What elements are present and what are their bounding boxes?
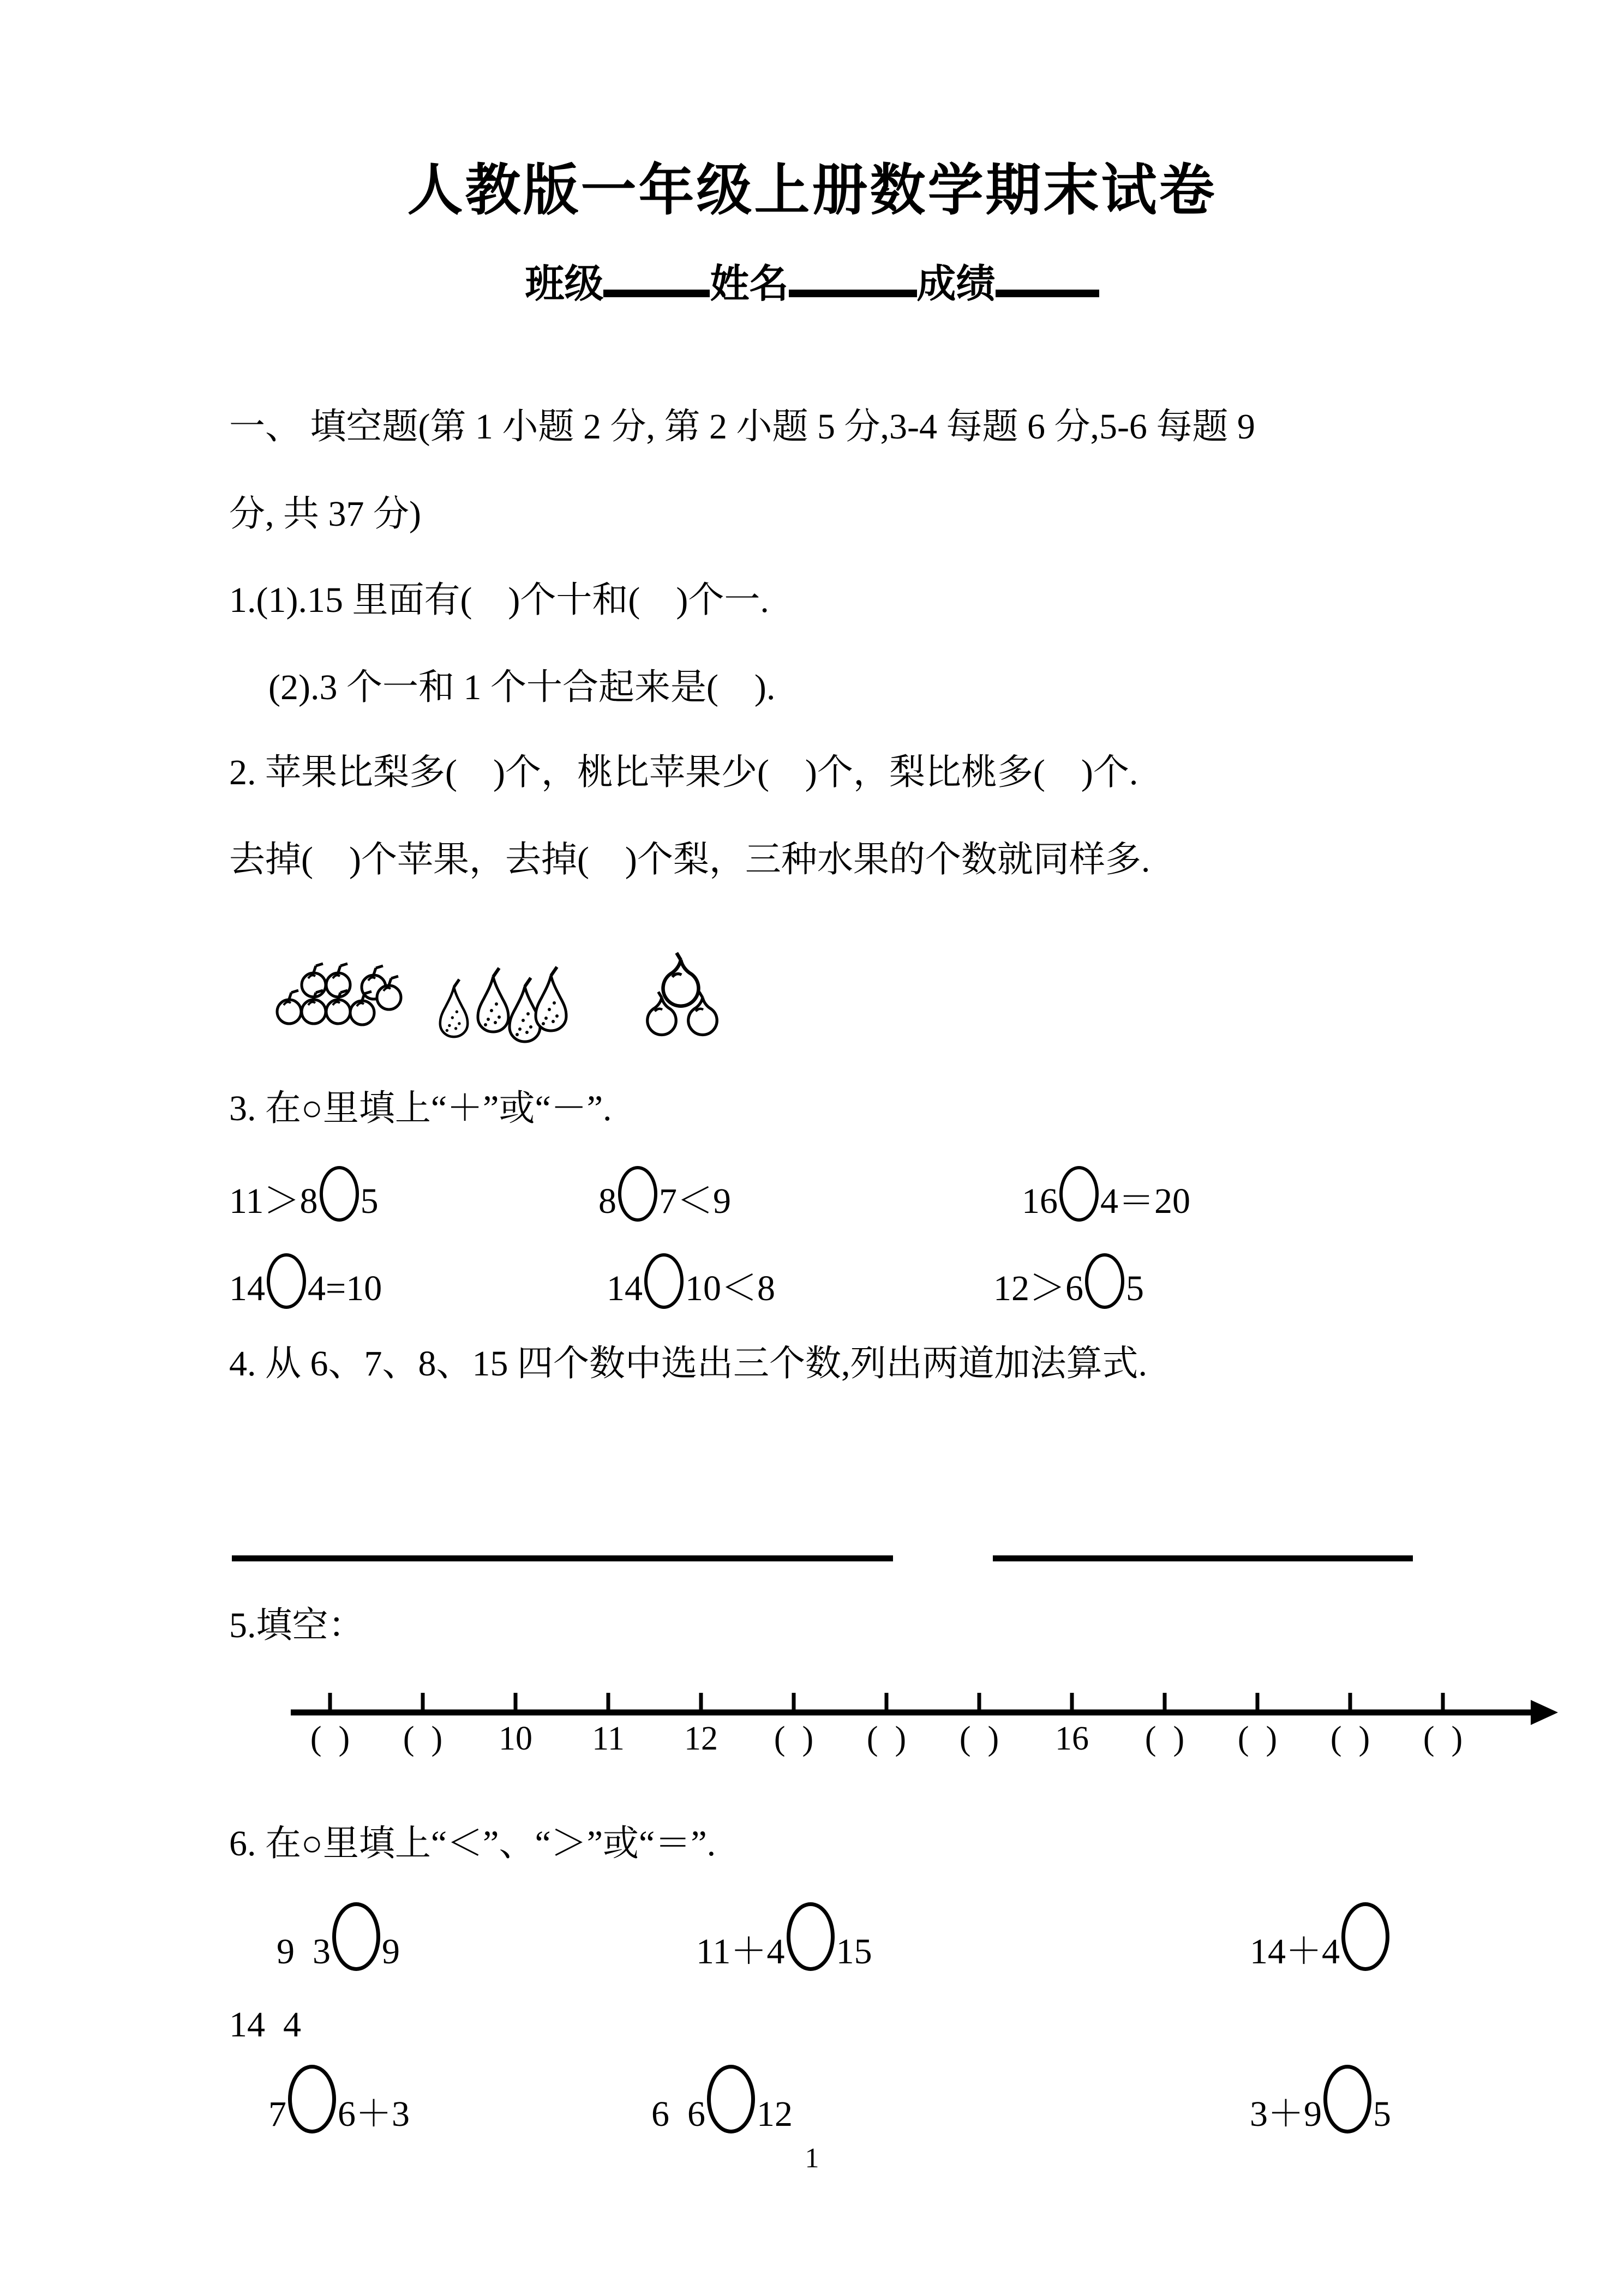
equation-left: 16	[1022, 1181, 1058, 1221]
question-2-line1: 2. 苹果比梨多( )个，桃比苹果少( )个，梨比桃多( )个.	[229, 753, 1138, 792]
question-6-row1	[229, 1902, 1538, 1979]
answer-circle	[288, 2065, 336, 2133]
equation-right: 4＝20	[1100, 1181, 1190, 1221]
page-title: 人教版一年级上册数学期末试卷	[407, 160, 1217, 222]
equation-item	[598, 1166, 731, 1223]
peaches-group	[648, 953, 717, 1035]
equation-right: 9	[382, 1932, 400, 1972]
number-line-value: 16	[1055, 1720, 1089, 1757]
section1-heading-line2: 分, 共 37 分)	[229, 494, 421, 534]
answer-circle	[320, 1166, 359, 1222]
pear-icon	[478, 968, 508, 1032]
equation-right: 4=10	[308, 1269, 382, 1308]
number-line-blank: ( )	[1237, 1720, 1278, 1757]
equation-right: 6＋3	[338, 2094, 410, 2134]
pear-icon	[536, 967, 566, 1031]
question-6-wrap-text: 14 4	[229, 2005, 301, 2045]
equation-item	[1250, 2065, 1391, 2136]
equation-left: 14	[229, 1269, 265, 1308]
equation-item	[696, 1902, 872, 1974]
question-3-row2	[229, 1253, 1538, 1330]
equation-item	[229, 1166, 379, 1223]
number-line-blank: ( )	[1144, 1720, 1185, 1757]
apples-group	[277, 964, 401, 1025]
equation-left: 7	[268, 2094, 286, 2134]
number-line-blank: ( )	[1423, 1720, 1463, 1757]
answer-circle	[332, 1902, 380, 1971]
page-number: 1	[805, 2143, 819, 2174]
number-line-blank: ( )	[403, 1720, 443, 1757]
question-5-label: 5.填空：	[229, 1606, 364, 1645]
number-line-blank: ( )	[866, 1720, 907, 1757]
question-6-row2	[229, 2065, 1538, 2141]
field-label-1: 班级	[525, 262, 604, 306]
equation-item	[277, 1902, 400, 1973]
equation-item	[1250, 1902, 1391, 1974]
peach-icon	[663, 953, 699, 1006]
number-line-blank: ( )	[1330, 1720, 1370, 1757]
answer-circle	[707, 2065, 755, 2133]
equation-left: 9 3	[277, 1932, 331, 1972]
question-1-line2: (2).3 个一和 1 个十合起来是( ).	[268, 668, 776, 707]
field-label-2: 姓名	[710, 262, 789, 306]
answer-circle	[644, 1253, 684, 1309]
header-fields	[0, 252, 1624, 309]
answer-circle	[618, 1166, 657, 1222]
equation-left: 14	[607, 1269, 643, 1308]
number-line-value: 11	[592, 1720, 625, 1757]
answer-circle	[1085, 1253, 1124, 1309]
question-3-row1	[229, 1166, 1538, 1242]
equation-right: 5	[1126, 1269, 1144, 1308]
equation-right: 15	[836, 1932, 872, 1972]
equation-right: 5	[360, 1181, 379, 1221]
question-6-heading: 6. 在○里填上“＜”、“＞”或“＝”.	[229, 1824, 716, 1864]
number-line-labels	[267, 1720, 1587, 1769]
answer-blank-line-2	[993, 1555, 1413, 1561]
answer-blank-line-1	[232, 1555, 893, 1561]
equation-item	[607, 1253, 775, 1311]
answer-circle	[1323, 2065, 1371, 2133]
equation-right: 5	[1373, 2094, 1391, 2134]
equation-left: 11＋4	[696, 1932, 785, 1972]
answer-circle	[1341, 1902, 1389, 1971]
equation-left: 3＋9	[1250, 2094, 1322, 2134]
question-4-text: 4. 从 6、7、8、15 四个数中选出三个数,列出两道加法算式.	[229, 1344, 1147, 1384]
equation-item	[1022, 1166, 1190, 1223]
equation-left: 8	[598, 1181, 616, 1221]
number-line-blank: ( )	[959, 1720, 999, 1757]
equation-item	[229, 1253, 382, 1309]
field-label-3: 成绩	[916, 262, 996, 306]
apple-icon	[326, 990, 350, 1024]
pears-group	[440, 967, 566, 1042]
question-3-heading: 3. 在○里填上“＋”或“－”.	[229, 1089, 612, 1128]
number-line-blank: ( )	[310, 1720, 350, 1757]
answer-circle	[267, 1253, 306, 1309]
question-2-line2: 去掉( )个苹果，去掉( )个梨，三种水果的个数就同样多.	[229, 840, 1150, 880]
answer-circle	[787, 1902, 835, 1971]
fruits-illustration	[262, 946, 753, 1061]
equation-item	[651, 2065, 793, 2135]
equation-item	[268, 2065, 410, 2136]
equation-right: 7＜9	[659, 1181, 731, 1221]
field-underline-1	[603, 286, 710, 297]
equation-right: 12	[757, 2094, 793, 2134]
equation-item	[993, 1253, 1144, 1311]
answer-circle	[1059, 1166, 1099, 1222]
pear-icon	[440, 979, 468, 1037]
apple-icon	[277, 990, 301, 1024]
number-line-value: 12	[684, 1720, 718, 1757]
number-line-value: 10	[499, 1720, 532, 1757]
field-underline-2	[789, 286, 917, 297]
apple-icon	[302, 990, 326, 1024]
equation-left: 11＞8	[229, 1181, 318, 1221]
equation-right: 10＜8	[685, 1269, 775, 1308]
question-1-line1: 1.(1).15 里面有( )个十和( )个一.	[229, 580, 769, 620]
number-line-blank: ( )	[774, 1720, 814, 1757]
equation-left: 14＋4	[1250, 1932, 1340, 1972]
equation-left: 12＞6	[993, 1269, 1083, 1308]
field-underline-3	[996, 286, 1099, 297]
equation-left: 6 6	[651, 2094, 705, 2134]
section1-heading-line1: 一、 填空题(第 1 小题 2 分, 第 2 小题 5 分,3-4 每题 6 分,5-6 每题 9	[229, 407, 1255, 447]
